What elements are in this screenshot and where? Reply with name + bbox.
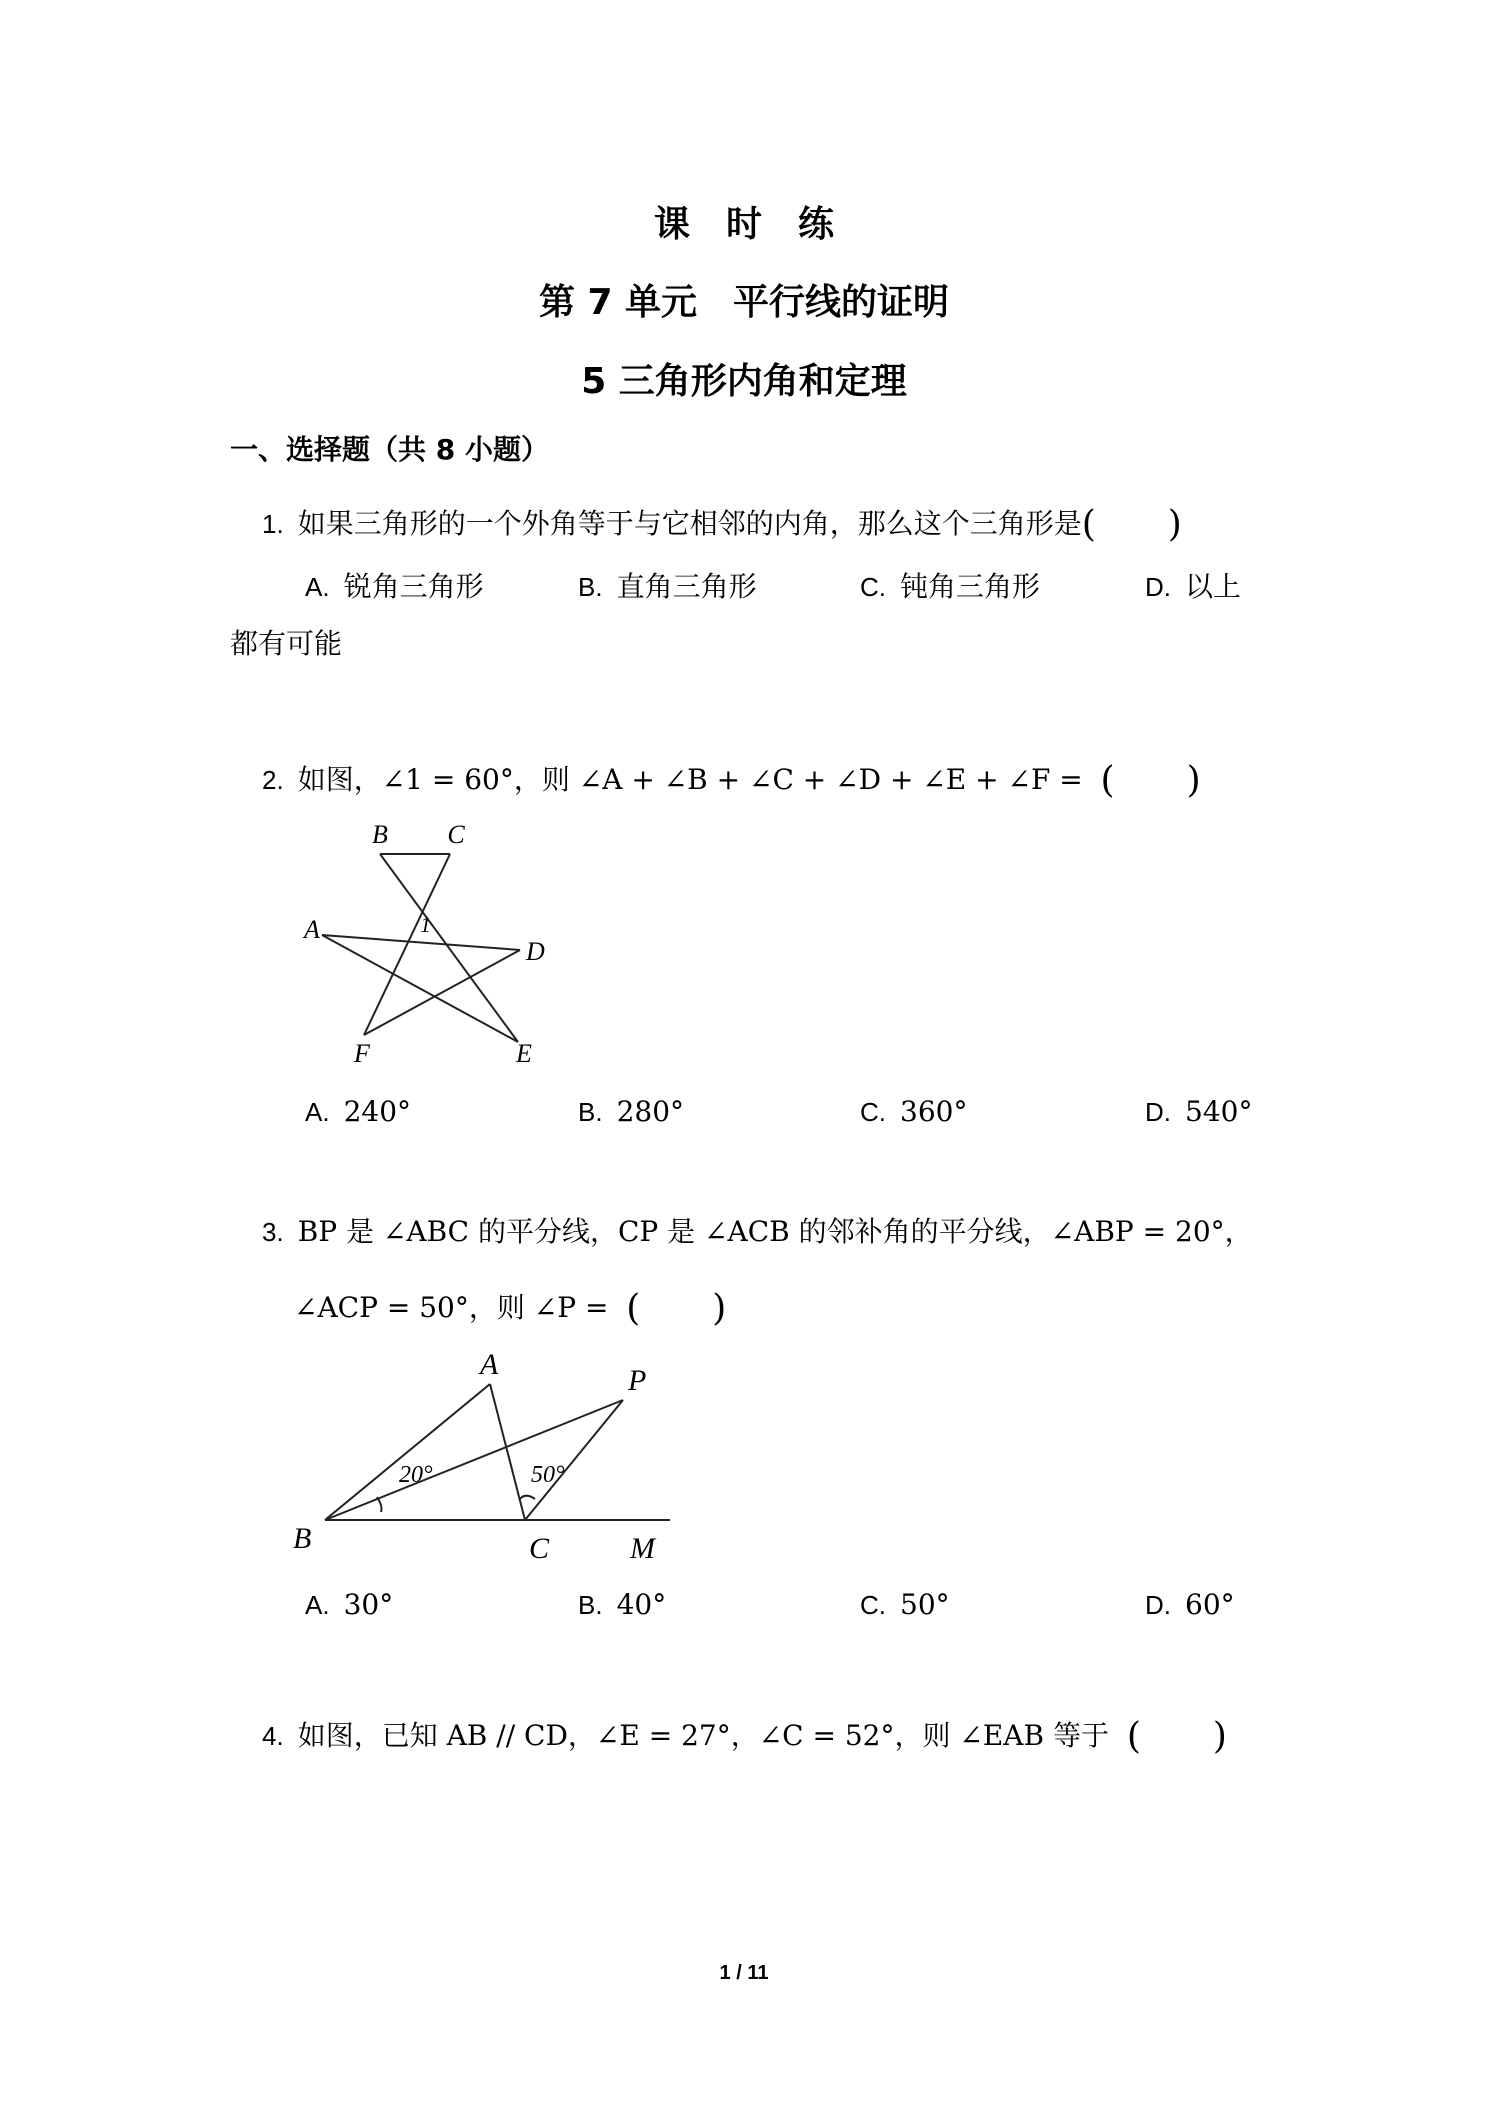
question-2 xyxy=(262,752,1201,803)
option-text: 以上 xyxy=(1185,570,1242,603)
point-label-f: F xyxy=(354,1039,370,1068)
option-text: 360° xyxy=(900,1095,968,1128)
unit-title: 第 7 单元 平行线的证明 xyxy=(538,282,950,323)
question-3-line-2 xyxy=(294,1280,726,1331)
point-label-a: A xyxy=(304,915,320,944)
answer-paren: ( ) xyxy=(1081,504,1182,545)
question-number: 3. xyxy=(262,1217,284,1247)
option-label: C. xyxy=(860,1590,886,1620)
angle-label-1: 1 xyxy=(420,912,431,937)
option-b xyxy=(578,1588,666,1621)
option-text: 540° xyxy=(1185,1095,1253,1128)
question-text: 如图，∠1 = 60°，则 ∠A + ∠B + ∠C + ∠D + ∠E + ∠F = xyxy=(297,763,1083,796)
option-c xyxy=(860,565,1040,605)
option-label: A. xyxy=(305,572,330,602)
question-text: ∠ACP = 50°，则 ∠P = xyxy=(294,1291,609,1324)
question-1 xyxy=(262,496,1182,547)
option-text: 钝角三角形 xyxy=(900,570,1041,603)
question-text: 如果三角形的一个外角等于与它相邻的内角，那么这个三角形是 xyxy=(297,507,1082,540)
question-4 xyxy=(262,1708,1227,1759)
angle-label-20: 20° xyxy=(399,1462,433,1488)
option-label: C. xyxy=(860,1097,886,1127)
option-text: 50° xyxy=(900,1588,950,1621)
segment-ad xyxy=(322,935,520,950)
angle-label-50: 50° xyxy=(531,1462,565,1488)
option-a xyxy=(305,1095,411,1128)
segment-df xyxy=(364,950,520,1035)
option-label: B. xyxy=(578,1590,603,1620)
option-label: B. xyxy=(578,572,603,602)
point-label-p: P xyxy=(628,1364,647,1397)
page-number: 1 / 11 xyxy=(719,1962,769,1984)
option-d xyxy=(1145,1588,1235,1621)
option-label: B. xyxy=(578,1097,603,1127)
option-c xyxy=(860,1095,967,1128)
option-a xyxy=(305,1588,393,1621)
segment-bp xyxy=(325,1400,623,1520)
option-label: D. xyxy=(1145,572,1171,602)
option-text: 锐角三角形 xyxy=(343,570,484,603)
option-d xyxy=(1145,565,1241,605)
answer-paren: ( ) xyxy=(626,1288,727,1329)
bisector-figure xyxy=(285,1330,685,1570)
point-label-d: D xyxy=(526,937,545,966)
option-a xyxy=(305,565,484,605)
bisector-figure-lines xyxy=(325,1384,670,1520)
option-text: 30° xyxy=(343,1588,394,1621)
answer-paren: ( ) xyxy=(1126,1716,1227,1757)
option-b xyxy=(578,1095,684,1128)
option-d-wrap: 都有可能 xyxy=(230,627,343,660)
option-label: A. xyxy=(305,1097,330,1127)
star-figure-lines xyxy=(322,854,520,1042)
option-label: D. xyxy=(1145,1590,1171,1620)
segment-ae xyxy=(322,935,518,1042)
page-title: 课 时 练 xyxy=(653,204,834,245)
question-number: 2. xyxy=(262,765,284,795)
question-text: BP 是 ∠ABC 的平分线，CP 是 ∠ACB 的邻补角的平分线，∠ABP = 20°， xyxy=(297,1215,1253,1248)
option-label: C. xyxy=(860,572,886,602)
lesson-title: 5 三角形内角和定理 xyxy=(581,361,907,402)
question-text: 如图，已知 AB // CD，∠E = 27°，∠C = 52°，则 ∠EAB 等于 xyxy=(297,1719,1109,1752)
segment-ba xyxy=(325,1384,490,1520)
segment-cp xyxy=(525,1400,623,1520)
point-label-b: B xyxy=(293,1522,312,1555)
point-label-m: M xyxy=(630,1532,655,1565)
point-label-e: E xyxy=(516,1039,532,1068)
section-heading: 一、选择题（共 8 小题） xyxy=(230,433,549,466)
question-number: 4. xyxy=(262,1721,284,1751)
point-label-c: C xyxy=(529,1532,550,1565)
question-number: 1. xyxy=(262,509,284,539)
question-3 xyxy=(262,1210,1253,1250)
option-label: A. xyxy=(305,1590,330,1620)
option-b xyxy=(578,565,757,605)
option-text: 240° xyxy=(343,1095,412,1128)
star-figure xyxy=(290,810,570,1070)
angle-arc-acp xyxy=(519,1496,535,1500)
option-d xyxy=(1145,1095,1252,1128)
point-label-a: A xyxy=(480,1348,499,1381)
option-text: 直角三角形 xyxy=(616,570,757,603)
answer-paren: ( ) xyxy=(1100,760,1201,801)
option-text: 280° xyxy=(616,1095,685,1128)
option-c xyxy=(860,1588,950,1621)
point-label-c: C xyxy=(447,820,465,849)
point-label-b: B xyxy=(372,820,388,849)
angle-arc-abp xyxy=(377,1497,382,1512)
option-text: 40° xyxy=(616,1588,667,1621)
option-text: 60° xyxy=(1185,1588,1235,1621)
option-label: D. xyxy=(1145,1097,1171,1127)
